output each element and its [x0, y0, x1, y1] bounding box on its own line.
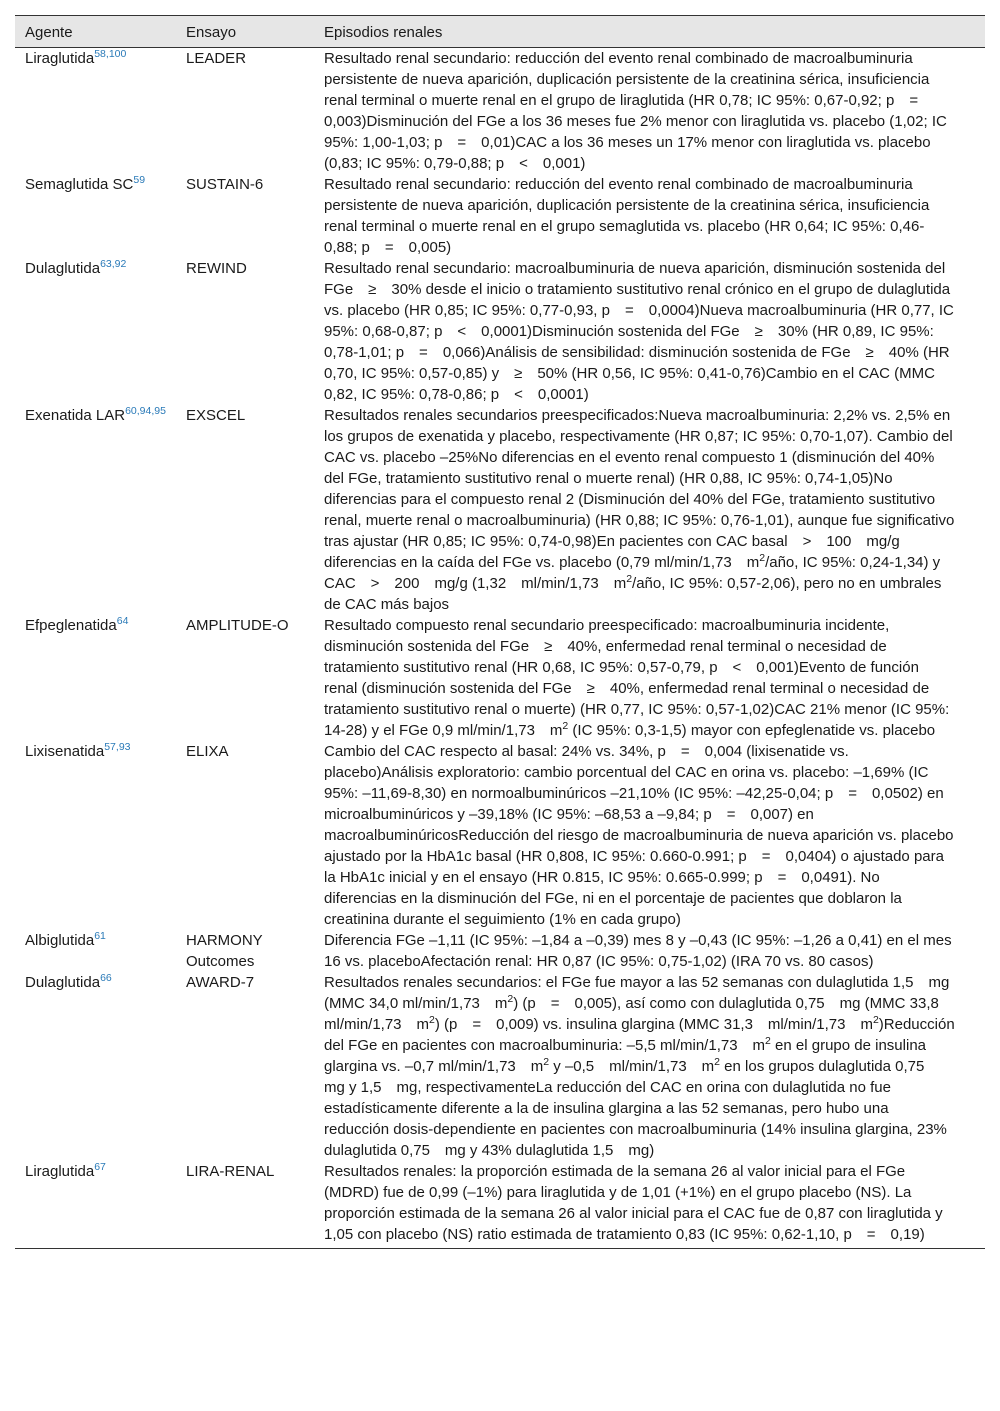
superscript: 2: [765, 1035, 771, 1047]
table-row: [15, 405, 985, 615]
agent-cell: [15, 174, 176, 258]
table-row: [15, 930, 985, 972]
agent-name: Semaglutida SC: [25, 176, 134, 193]
header-agent: Agente: [15, 16, 176, 48]
superscript: 2: [872, 1014, 879, 1026]
outcomes-text: ) (p = 0,005), así como con dulaglutida 0,75 mg (MMC 33,8 ml/min/1,73 m: [324, 995, 939, 1033]
superscript: 2: [507, 993, 514, 1005]
reference-link[interactable]: 67: [94, 1161, 106, 1173]
renal-outcomes-table: [15, 15, 985, 1249]
table-header: [15, 16, 985, 48]
reference-link[interactable]: 60,94,95: [125, 405, 166, 417]
outcomes-cell: Resultado renal secundario: reducción del evento renal combinado de macroalbuminuria persistente de nueva aparición, duplicación persistente de la creatinina sérica, insuficiencia renal terminal o muerte renal en el grupo de liraglutida (HR 0,78; IC 95%: 0,67-0,92; p = 0,003)Disminución del FGe a los 36 meses fue 2% menor con liraglutida vs. placebo (1,02; IC 95%: 1,00-1,03; p = 0,01)CAC a los 36 meses un 17% menor con liraglutida vs. placebo (0,83; IC 95%: 0,79-0,88; p < 0,001): [324, 50, 947, 172]
table-row: [15, 741, 985, 930]
outcomes-cell: Resultado renal secundario: reducción del evento renal combinado de macroalbuminuria persistente de nueva aparición, duplicación persistente de la creatinina sérica, insuficiencia renal terminal o muerte renal en el grupo semaglutida vs. placebo (HR 0,64; IC 95%: 0,46-0,88; p = 0,005): [324, 176, 930, 256]
reference-link[interactable]: 61: [94, 930, 106, 942]
agent-cell: [15, 258, 176, 405]
trial-cell: REWIND: [186, 260, 247, 277]
table-row: [15, 174, 985, 258]
outcomes-text: y –0,5 ml/min/1,73 m: [549, 1058, 715, 1075]
header-renal-episodes: Episodios renales: [314, 16, 985, 48]
agent-name: Albiglutida: [25, 932, 95, 949]
agent-name: Liraglutida: [25, 50, 95, 67]
outcomes-cell: Resultado renal secundario: macroalbuminuria de nueva aparición, disminución sostenida del FGe ≥ 30% desde el inicio o tratamiento sustitutivo renal crónico en el grupo de dulaglutida vs. placebo (HR 0,85; IC 95%: 0,77-0,93, p = 0,0004)Nueva macroalbuminuria (HR 0,77, IC 95%: 0,68-0,87; p < 0,0001)Disminución sostenida del FGe ≥ 30% (HR 0,89, IC 95%: 0,78-1,01; p = 0,066)Análisis de sensibilidad: disminución sostenida de FGe ≥ 40% (HR 0,70, IC 95%: 0,57-0,85) y ≥ 50% (HR 0,56, IC 95%: 0,41-0,76)Cambio en el CAC (MMC 0,82, IC 95%: 0,78-0,86; p < 0,0001): [324, 260, 954, 403]
superscript: 2: [562, 720, 569, 732]
trial-cell: LEADER: [186, 50, 247, 67]
outcomes-text: en los grupos dulaglutida 0,75 mg y 1,5 mg, respectivamenteLa reducción del CAC en orina con dulaglutida no fue estadísticamente diferente a la de insulina glargina a las 52 semanas, pero hubo una reducción dosis-dependiente en pacientes con macroalbuminuria (14% insulina glargina, 23% dulaglutida 0,75 mg y 43% dulaglutida 1,5 mg): [324, 1058, 947, 1159]
outcomes-cell: [314, 615, 985, 741]
outcomes-text: /año, IC 95%: 0,57-2,06), pero no en umbrales de CAC más bajos: [324, 575, 942, 613]
trial-cell: SUSTAIN-6: [186, 176, 264, 193]
outcomes-text: Resultado compuesto renal secundario preespecificado: macroalbuminuria incidente, disminución sostenida del FGe ≥ 40%, enfermedad renal terminal o necesidad de tratamiento sustitutivo renal (HR 0,68, IC 95%: 0,57-0,79, p < 0,001)Evento de función renal (disminución sostenida del FGe ≥ 40%, enfermedad renal terminal o necesidad de tratamiento sustitutivo renal o muerte) (HR 0,77, IC 95%: 0,57-1,02)CAC 21% menor (IC 95%: 14-28) y el FGe 0,9 ml/min/1,73 m: [324, 617, 950, 739]
trial-cell: EXSCEL: [186, 407, 246, 424]
reference-link[interactable]: 66: [100, 972, 112, 984]
agent-cell: [15, 741, 176, 930]
table-row: [15, 48, 985, 175]
agent-cell: [15, 615, 176, 741]
outcomes-text: ) (p = 0,009) vs. insulina glargina (MMC 31,3 ml/min/1,73 m: [434, 1016, 873, 1033]
table-row: [15, 615, 985, 741]
reference-link[interactable]: 59: [133, 174, 146, 186]
reference-link[interactable]: 63,92: [100, 258, 127, 270]
outcomes-cell: Cambio del CAC respecto al basal: 24% vs. 34%, p = 0,004 (lixisenatide vs. placebo)Análisis exploratorio: cambio porcentual del CAC en orina vs. placebo: –1,69% (IC 95%: –11,69-8,30) en normoalbuminúricos –21,10% (IC 95%: –42,25-0,04; p = 0,0502) en microalbuminúricos y –39,18% (IC 95%: –68,53 a –9,84; p = 0,007) en macroalbuminúricosReducción del riesgo de macroalbuminuria de nueva aparición vs. placebo ajustado por la HbA1c basal (HR 0,808, IC 95%: 0.660-0.991; p = 0,0404) o ajustado para la HbA1c inicial y en el ensayo (HR 0.815, IC 95%: 0.665-0.999; p = 0,0491). No diferencias en la disminución del FGe, ni en el porcentaje de pacientes que doblaron la creatinina durante el seguimiento (1% en cada grupo): [324, 743, 954, 928]
agent-cell: [15, 972, 176, 1161]
outcomes-cell: [314, 972, 985, 1161]
trial-cell: AMPLITUDE-O: [186, 617, 289, 634]
table-row: [15, 258, 985, 405]
superscript: 2: [714, 1056, 721, 1068]
outcomes-cell: Diferencia FGe –1,11 (IC 95%: –1,84 a –0,39) mes 8 y –0,43 (IC 95%: –1,26 a 0,41) en el mes 16 vs. placeboAfectación renal: HR 0,87 (IC 95%: 0,75-1,02) (IRA 70 vs. 80 casos): [324, 932, 952, 970]
trial-cell: HARMONY Outcomes: [186, 932, 263, 970]
outcomes-text: /año, IC 95%: 0,24-1,34) y CAC > 200 mg/g (1,32 ml/min/1,73 m: [324, 554, 941, 592]
superscript: 2: [759, 552, 766, 564]
trial-cell: AWARD-7: [186, 974, 255, 991]
agent-name: Liraglutida: [25, 1163, 95, 1180]
agent-name: Exenatida LAR: [25, 407, 126, 424]
superscript: 2: [429, 1014, 435, 1026]
outcomes-text: )Reducción del FGe en pacientes con macroalbuminuria: –5,5 ml/min/1,73 m: [324, 1016, 955, 1054]
agent-cell: [15, 1161, 176, 1249]
agent-name: Efpeglenatida: [25, 617, 117, 634]
outcomes-cell: [314, 405, 985, 615]
header-row: [15, 16, 985, 48]
table-body: [15, 48, 985, 1249]
outcomes-cell: Resultados renales: la proporción estimada de la semana 26 al valor inicial para el FGe (MDRD) fue de 0,99 (–1%) para liraglutida y de 1,01 (+1%) en el grupo placebo (NS). La proporción estimada de la semana 26 al valor inicial para el CAC fue de 0,87 con liraglutida y 1,05 con placebo (NS) ratio estimada de tratamiento 0,83 (IC 95%: 0,62-1,10, p = 0,19): [314, 1161, 985, 1249]
table-row: [15, 972, 985, 1161]
outcomes-text: (IC 95%: 0,3-1,5) mayor con epfeglenatide vs. placebo: [568, 722, 936, 739]
reference-link[interactable]: 57,93: [104, 741, 131, 753]
outcomes-text: Resultados renales secundarios: el FGe fue mayor a las 52 semanas con dulaglutida 1,5 mg (MMC 34,0 ml/min/1,73 m: [324, 974, 950, 1012]
trial-cell: ELIXA: [186, 743, 229, 760]
header-trial: Ensayo: [176, 16, 314, 48]
agent-name: Dulaglutida: [25, 974, 101, 991]
reference-link[interactable]: 58,100: [94, 48, 127, 60]
agent-cell: [15, 930, 176, 972]
superscript: 2: [626, 573, 633, 585]
outcomes-text: en el grupo de insulina glargina vs. –0,7 ml/min/1,73 m: [324, 1037, 927, 1075]
table-row: [15, 1161, 985, 1249]
agent-cell: [15, 48, 176, 175]
agent-name: Lixisenatida: [25, 743, 105, 760]
superscript: 2: [543, 1056, 550, 1068]
outcomes-text: Resultados renales secundarios preespecificados:Nueva macroalbuminuria: 2,2% vs. 2,5% en los grupos de exenatida y placebo, respectivamente (HR 0,87; IC 95%: 0,70-1,07). Cambio del CAC vs. placebo –25%No diferencias en el evento renal compuesto 1 (disminución del 40% del FGe, tratamiento sustitutivo renal o muerte renal) (HR 0,88, IC 95%: 0,74-1,05)No diferencias para el compuesto renal 2 (Disminución del 40% del FGe, tratamiento sustitutivo renal, muerte renal o macroalbuminuria) (HR 0,88; IC 95%: 0,76-1,01), aunque fue significativo tras ajustar (HR 0,85; IC 95%: 0,74-0,98)En pacientes con CAC basal > 100 mg/g diferencias en la caída del FGe vs. placebo (0,79 ml/min/1,73 m: [324, 407, 955, 571]
trial-cell: LIRA-RENAL: [176, 1161, 314, 1249]
agent-cell: [15, 405, 176, 615]
agent-name: Dulaglutida: [25, 260, 101, 277]
reference-link[interactable]: 64: [116, 615, 129, 627]
